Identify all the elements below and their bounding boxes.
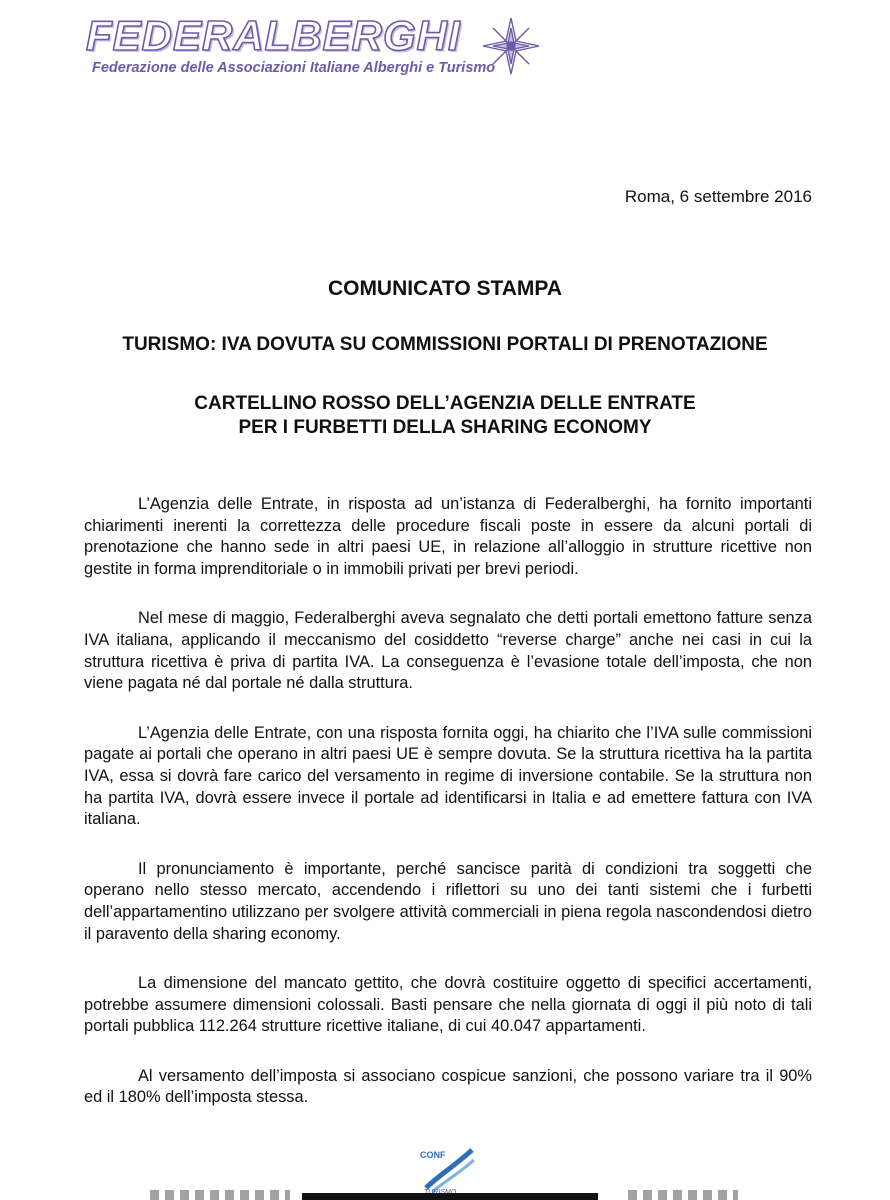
- confturismo-logo: [418, 1146, 476, 1196]
- footer-divider: [302, 1193, 598, 1200]
- paragraph: L’Agenzia delle Entrate, in risposta ad un’istanza di Federalberghi, ha fornito importanti chiarimenti inerenti la correttezza delle procedure fiscali poste in essere da alcuni portali di prenotazione che hanno sede in altri paesi UE, in relazione all’alloggio in strutture ricettive non gestite in forma imprenditoriale o in immobili privati per brevi periodi.: [84, 495, 812, 578]
- letterhead-subtitle: Federazione delle Associazioni Italiane Alberghi e Turismo: [92, 60, 496, 76]
- subheadline-line-2: PER I FURBETTI DELLA SHARING ECONOMY: [238, 417, 652, 438]
- subheadline-line-1: CARTELLINO ROSSO DELL’AGENZIA DELLE ENTRATE: [194, 393, 696, 414]
- footer-text-fragment: [628, 1190, 738, 1200]
- footer-text-fragment: [150, 1190, 290, 1200]
- paragraph: Nel mese di maggio, Federalberghi aveva segnalato che detti portali emettono fatture senza IVA italiana, applicando il meccanismo del cosiddetto “reverse charge” anche nei casi in cui la struttura ricettiva è priva di partita IVA. La conseguenza è l’evasione totale dell’imposta, che non viene pagata né dal portale né dalla struttura.: [84, 609, 812, 693]
- date-line: Roma, 6 settembre 2016: [624, 187, 812, 206]
- paragraph: La dimensione del mancato gettito, che dovrà costituire oggetto di specifici accertamenti, potrebbe assumere dimensioni colossali. Basti pensare che nella giornata di oggi il più noto di tali portali pubblica 112.264 strutture ricettive italiane, di cui 40.047 appartamenti.: [84, 974, 812, 1036]
- document-title: COMUNICATO STAMPA: [327, 277, 563, 300]
- headline: TURISMO: IVA DOVUTA SU COMMISSIONI PORTALI DI PRENOTAZIONE: [122, 334, 768, 355]
- subheadline: [60, 392, 830, 440]
- letterhead: [86, 14, 546, 80]
- body-text: [84, 494, 812, 1137]
- logo-top-text: CONF: [420, 1150, 446, 1160]
- paragraph: Il pronunciamento è importante, perché sancisce parità di condizioni tra soggetti che operano nello stesso mercato, accendendo i riflettori su uno dei tanti sistemi che i furbetti dell’appartamentino utilizzano per svolgere attività commerciali in piena regola nascondendosi dietro il paravento della sharing economy.: [84, 859, 812, 943]
- paragraph: L’Agenzia delle Entrate, con una risposta fornita oggi, ha chiarito che l’IVA sulle commissioni pagate ai portali che operano in altri paesi UE è sempre dovuta. Se la struttura ricettiva ha la partita IVA, essa si dovrà fare carico del versamento in regime di inversione contabile. Se la struttura non ha partita IVA, dovrà essere invece il portale ad identificarsi in Italia e ad emettere fattura con IVA italiana.: [84, 723, 812, 829]
- federalberghi-logo: FEDERALBERGHI: [86, 12, 461, 59]
- paragraph: Al versamento dell’imposta si associano cospicue sanzioni, che possono variare tra il 90% ed il 180% dell’imposta stessa.: [84, 1066, 812, 1107]
